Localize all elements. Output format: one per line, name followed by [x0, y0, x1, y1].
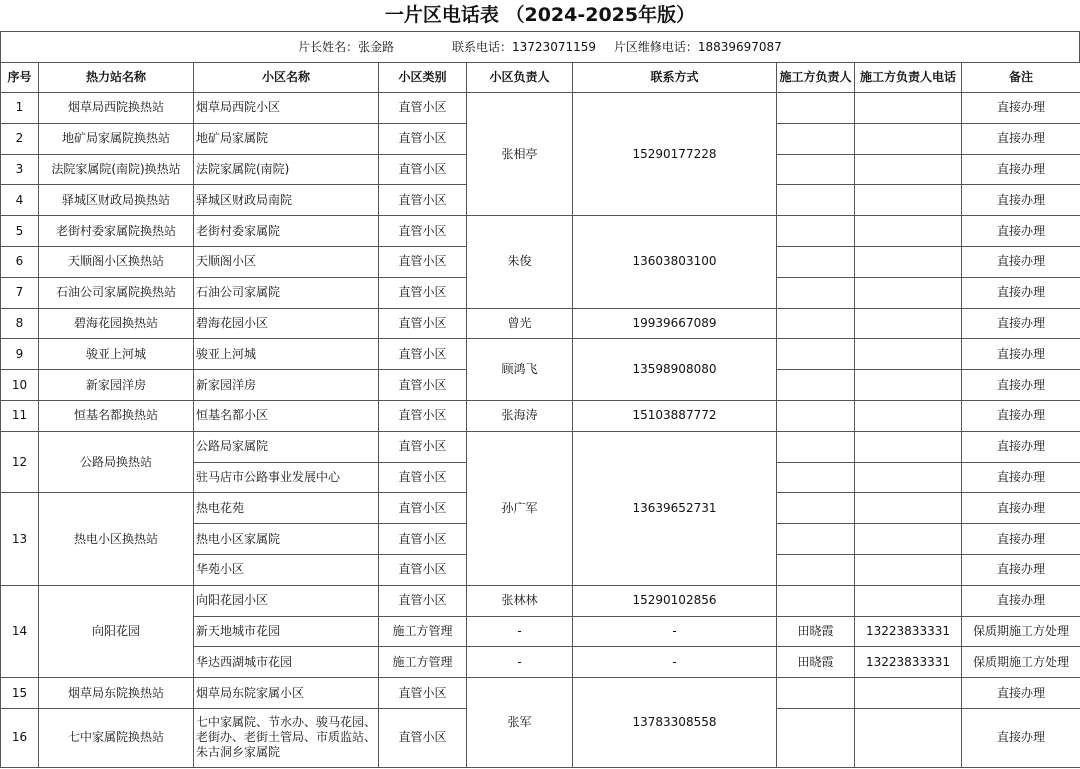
col-header: 联系方式: [573, 63, 777, 93]
contractor-person: [777, 246, 855, 277]
community-manager: 张海涛: [467, 400, 573, 431]
station-name: 驿城区财政局换热站: [39, 185, 194, 216]
station-name: 烟草局东院换热站: [39, 678, 194, 709]
community-type: 直管小区: [379, 462, 467, 493]
contractor-person: [777, 93, 855, 124]
community-type: 直管小区: [379, 185, 467, 216]
table-header: [1, 63, 1080, 93]
community-name: 老街村委家属院: [194, 216, 379, 247]
contractor-person: [777, 400, 855, 431]
contact-phone: 13639652731: [573, 431, 777, 585]
contractor-person: [777, 123, 855, 154]
contractor-person: [777, 431, 855, 462]
col-header: 备注: [962, 63, 1080, 93]
station-name: 地矿局家属院换热站: [39, 123, 194, 154]
community-type: 直管小区: [379, 554, 467, 585]
contractor-phone: [855, 277, 962, 308]
contractor-phone: [855, 678, 962, 709]
remark: 保质期施工方处理: [962, 616, 1080, 647]
row-no: 15: [1, 678, 39, 709]
table-row: [1, 339, 1080, 370]
community-type: 施工方管理: [379, 647, 467, 678]
remark: 直接办理: [962, 246, 1080, 277]
community-name: 华苑小区: [194, 554, 379, 585]
community-type: 直管小区: [379, 678, 467, 709]
col-header: 小区名称: [194, 63, 379, 93]
community-manager: 张林林: [467, 585, 573, 616]
station-name: 石油公司家属院换热站: [39, 277, 194, 308]
remark: 直接办理: [962, 216, 1080, 247]
contractor-person: [777, 585, 855, 616]
row-no: 13: [1, 493, 39, 585]
station-name: 烟草局西院换热站: [39, 93, 194, 124]
contractor-person: [777, 462, 855, 493]
remark: 直接办理: [962, 370, 1080, 401]
community-manager: 张相亭: [467, 93, 573, 216]
row-no: 12: [1, 431, 39, 493]
station-name: 向阳花园: [39, 585, 194, 677]
station-name: 老街村委家属院换热站: [39, 216, 194, 247]
community-name: 骏亚上河城: [194, 339, 379, 370]
remark: 直接办理: [962, 585, 1080, 616]
contractor-phone: [855, 493, 962, 524]
contractor-phone: [855, 585, 962, 616]
contractor-phone: [855, 308, 962, 339]
community-type: 直管小区: [379, 123, 467, 154]
community-type: 直管小区: [379, 524, 467, 555]
remark: 直接办理: [962, 524, 1080, 555]
page-title: 一片区电话表 （2024-2025年版）: [384, 4, 696, 26]
contractor-phone: 13223833331: [855, 647, 962, 678]
remark: 直接办理: [962, 431, 1080, 462]
contractor-person: [777, 277, 855, 308]
community-type: 直管小区: [379, 246, 467, 277]
contractor-person: [777, 216, 855, 247]
community-manager: 顾鸿飞: [467, 339, 573, 401]
contact-phone: 13603803100: [573, 216, 777, 308]
contractor-person: [777, 493, 855, 524]
community-type: 直管小区: [379, 277, 467, 308]
row-no: 8: [1, 308, 39, 339]
phone-table: [0, 62, 1080, 768]
contractor-person: 田晓霞: [777, 647, 855, 678]
contractor-phone: [855, 708, 962, 767]
remark: 直接办理: [962, 554, 1080, 585]
community-manager: 曾光: [467, 308, 573, 339]
col-header: 序号: [1, 63, 39, 93]
remark: 直接办理: [962, 308, 1080, 339]
community-type: 直管小区: [379, 708, 467, 767]
contractor-person: [777, 708, 855, 767]
table-row: [1, 678, 1080, 709]
community-name: 热电花苑: [194, 493, 379, 524]
community-name: 烟草局西院小区: [194, 93, 379, 124]
leader-phone: 联系电话：13723071159: [452, 40, 596, 54]
col-header: 施工方负责人: [777, 63, 855, 93]
table-row: [1, 93, 1080, 124]
row-no: 3: [1, 154, 39, 185]
station-name: 天顺阁小区换热站: [39, 246, 194, 277]
community-name: 驿城区财政局南院: [194, 185, 379, 216]
station-name: 热电小区换热站: [39, 493, 194, 585]
row-no: 14: [1, 585, 39, 677]
community-name: 华达西湖城市花园: [194, 647, 379, 678]
community-manager: -: [467, 647, 573, 678]
row-no: 10: [1, 370, 39, 401]
contractor-phone: [855, 370, 962, 401]
community-name: 恒基名都小区: [194, 400, 379, 431]
col-header: 施工方负责人电话: [855, 63, 962, 93]
community-name: 新天地城市花园: [194, 616, 379, 647]
contractor-person: [777, 524, 855, 555]
community-manager: -: [467, 616, 573, 647]
community-name: 法院家属院(南院): [194, 154, 379, 185]
remark: 直接办理: [962, 154, 1080, 185]
remark: 直接办理: [962, 678, 1080, 709]
contact-phone: 19939667089: [573, 308, 777, 339]
remark: 直接办理: [962, 339, 1080, 370]
community-type: 直管小区: [379, 308, 467, 339]
station-name: 公路局换热站: [39, 431, 194, 493]
contractor-phone: [855, 246, 962, 277]
community-type: 直管小区: [379, 154, 467, 185]
community-type: 直管小区: [379, 93, 467, 124]
row-no: 4: [1, 185, 39, 216]
contact-phone: -: [573, 647, 777, 678]
remark: 保质期施工方处理: [962, 647, 1080, 678]
row-no: 2: [1, 123, 39, 154]
community-name: 热电小区家属院: [194, 524, 379, 555]
station-name: 恒基名都换热站: [39, 400, 194, 431]
col-header: 热力站名称: [39, 63, 194, 93]
community-name: 驻马店市公路事业发展中心: [194, 462, 379, 493]
station-name: 骏亚上河城: [39, 339, 194, 370]
community-name: 地矿局家属院: [194, 123, 379, 154]
contractor-phone: [855, 431, 962, 462]
community-type: 直管小区: [379, 431, 467, 462]
remark: 直接办理: [962, 400, 1080, 431]
table-row: [1, 585, 1080, 616]
community-type: 直管小区: [379, 370, 467, 401]
community-name: 烟草局东院家属小区: [194, 678, 379, 709]
station-name: 碧海花园换热站: [39, 308, 194, 339]
community-name: 天顺阁小区: [194, 246, 379, 277]
leader-name: 片长姓名：张金路: [298, 40, 395, 54]
contractor-phone: [855, 185, 962, 216]
remark: 直接办理: [962, 123, 1080, 154]
contractor-person: [777, 308, 855, 339]
remark: 直接办理: [962, 277, 1080, 308]
row-no: 1: [1, 93, 39, 124]
contractor-person: [777, 339, 855, 370]
row-no: 5: [1, 216, 39, 247]
header-info: [0, 31, 1080, 62]
row-no: 7: [1, 277, 39, 308]
remark: 直接办理: [962, 462, 1080, 493]
row-no: 6: [1, 246, 39, 277]
contractor-person: [777, 678, 855, 709]
community-type: 施工方管理: [379, 616, 467, 647]
community-name: 向阳花园小区: [194, 585, 379, 616]
station-name: 法院家属院(南院)换热站: [39, 154, 194, 185]
contractor-phone: 13223833331: [855, 616, 962, 647]
repair-phone: 片区维修电话：18839697087: [613, 40, 782, 54]
contractor-phone: [855, 554, 962, 585]
remark: 直接办理: [962, 93, 1080, 124]
row-no: 11: [1, 400, 39, 431]
community-type: 直管小区: [379, 493, 467, 524]
remark: 直接办理: [962, 185, 1080, 216]
col-header: 小区类别: [379, 63, 467, 93]
contractor-phone: [855, 462, 962, 493]
community-manager: 张军: [467, 678, 573, 768]
col-header: 小区负责人: [467, 63, 573, 93]
contact-phone: -: [573, 616, 777, 647]
table-row: [1, 400, 1080, 431]
contact-phone: 13598908080: [573, 339, 777, 401]
contact-phone: 15290102856: [573, 585, 777, 616]
contractor-phone: [855, 400, 962, 431]
community-type: 直管小区: [379, 216, 467, 247]
community-name: 七中家属院、节水办、骏马花园、老街办、老街土管局、市质监站、朱古洞乡家属院: [194, 708, 379, 767]
community-manager: 朱俊: [467, 216, 573, 308]
station-name: 七中家属院换热站: [39, 708, 194, 767]
contractor-person: [777, 370, 855, 401]
contractor-phone: [855, 339, 962, 370]
community-name: 石油公司家属院: [194, 277, 379, 308]
contractor-person: [777, 554, 855, 585]
contractor-phone: [855, 154, 962, 185]
remark: 直接办理: [962, 493, 1080, 524]
table-row: [1, 431, 1080, 462]
table-row: [1, 308, 1080, 339]
row-no: 16: [1, 708, 39, 767]
station-name: 新家园洋房: [39, 370, 194, 401]
row-no: 9: [1, 339, 39, 370]
contractor-phone: [855, 123, 962, 154]
contractor-person: [777, 185, 855, 216]
community-name: 新家园洋房: [194, 370, 379, 401]
community-manager: 孙广军: [467, 431, 573, 585]
contractor-person: 田晓霞: [777, 616, 855, 647]
table-row: [1, 216, 1080, 247]
contractor-phone: [855, 524, 962, 555]
community-type: 直管小区: [379, 339, 467, 370]
contractor-person: [777, 154, 855, 185]
contact-phone: 13783308558: [573, 678, 777, 768]
community-type: 直管小区: [379, 400, 467, 431]
contact-phone: 15103887772: [573, 400, 777, 431]
remark: 直接办理: [962, 708, 1080, 767]
contact-phone: 15290177228: [573, 93, 777, 216]
contractor-phone: [855, 216, 962, 247]
contractor-phone: [855, 93, 962, 124]
community-name: 公路局家属院: [194, 431, 379, 462]
community-type: 直管小区: [379, 585, 467, 616]
community-name: 碧海花园小区: [194, 308, 379, 339]
